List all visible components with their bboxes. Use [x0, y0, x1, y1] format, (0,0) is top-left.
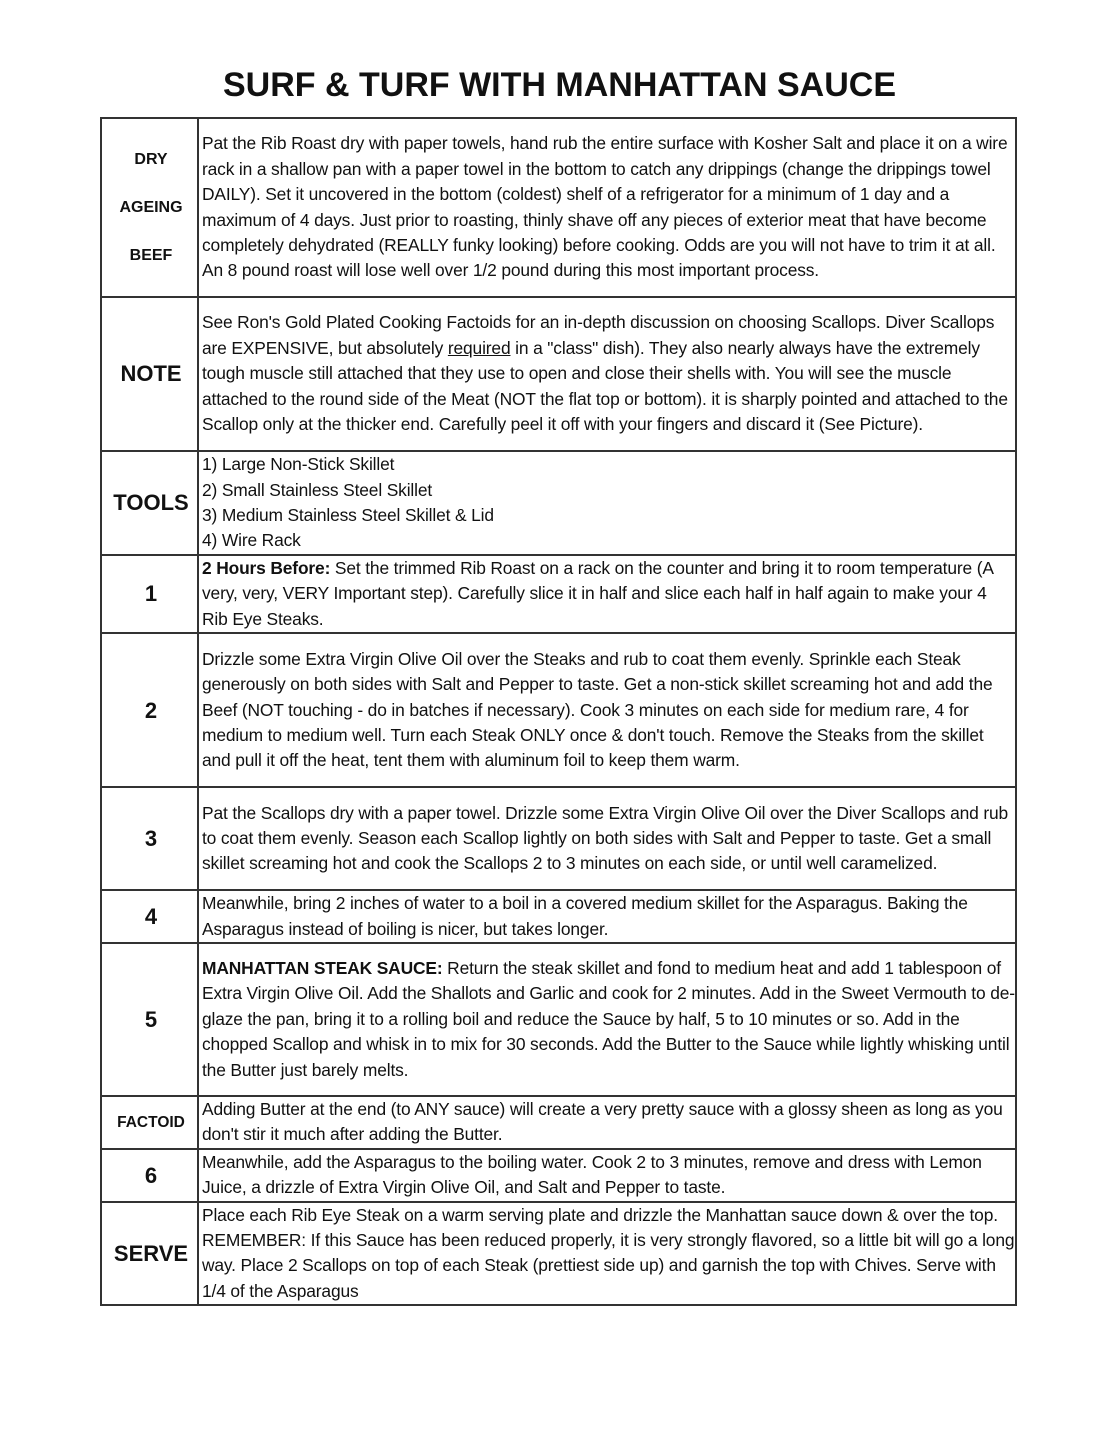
underlined-word: required: [447, 337, 511, 358]
tool-item: 1) Large Non-Stick Skillet: [202, 454, 395, 475]
row-text: Meanwhile, bring 2 inches of water to a boil in a covered medium skillet for the Asparagus. Baking the Asparagus instead of boiling is nicer, but takes longer.: [198, 890, 1016, 943]
row-serve: [101, 1202, 1016, 1306]
text-part: See Ron's Gold Plated Cooking Factoids for an in-depth discussion on choosing Scallops. Diver Scallops are EXPENSIVE, but absolutely: [202, 312, 995, 358]
row-label: TOOLS: [101, 451, 198, 555]
row-label: [101, 118, 198, 297]
row-text: Drizzle some Extra Virgin Olive Oil over the Steaks and rub to coat them evenly. Sprinkle each Steak generously on both sides with Salt and Pepper to taste. Get a non-stick skillet screaming hot and add the Beef (NOT touching - do in batches if necessary). Cook 3 minutes on each side for medium rare, 4 for medium to medium well. Turn each Steak ONLY once & don't touch. Remove the Steaks from the skillet and pull it off the heat, tent them with aluminum foil to keep them warm.: [198, 633, 1016, 787]
row-label: 1: [101, 555, 198, 633]
row-label: 5: [101, 943, 198, 1096]
row-text: [198, 555, 1016, 633]
label-line: AGEING: [119, 198, 183, 216]
row-step-2: [101, 633, 1016, 787]
row-label: 3: [101, 787, 198, 890]
row-step-4: [101, 890, 1016, 943]
step-lead: MANHATTAN STEAK SAUCE:: [202, 958, 443, 979]
step-lead: 2 Hours Before:: [202, 558, 331, 578]
tool-item: 4) Wire Rack: [202, 530, 301, 551]
tool-item: 3) Medium Stainless Steel Skillet & Lid: [202, 505, 494, 525]
row-text: Adding Butter at the end (to ANY sauce) will create a very pretty sauce with a glossy sheen as long as you don't stir it much after adding the Butter.: [198, 1096, 1016, 1149]
row-text: [198, 943, 1016, 1096]
label-line: DRY: [134, 150, 168, 168]
row-text: Pat the Scallops dry with a paper towel. Drizzle some Extra Virgin Olive Oil over the Diver Scallops and rub to coat them evenly. Season each Scallop lightly on both sides with Salt and Pepper to taste. Get a small skillet screaming hot and cook the Scallops 2 to 3 minutes on each side, or until well caramelized.: [198, 787, 1016, 890]
row-note: [101, 297, 1016, 451]
row-label: 4: [101, 890, 198, 943]
recipe-title: SURF & TURF WITH MANHATTAN SAUCE: [223, 66, 896, 104]
recipe-table: [100, 117, 1017, 1306]
row-label: SERVE: [101, 1202, 198, 1306]
row-step-3: [101, 787, 1016, 890]
row-step-1: [101, 555, 1016, 633]
row-text: Meanwhile, add the Asparagus to the boiling water. Cook 2 to 3 minutes, remove and dress with Lemon Juice, a drizzle of Extra Virgin Olive Oil, and Salt and Pepper to taste.: [198, 1149, 1016, 1202]
text-part: Return the steak skillet and fond to medium heat and add 1 tablespoon of Extra Virgin Olive Oil. Add the Shallots and Garlic and cook for 2 minutes. Add in the Sweet Vermouth to de-glaze the pan, bring it to a rolling boil and reduce the Sauce by half, 5 to 10 minutes or so. Add in the chopped Scallop and whisk in to mix for 30 seconds. Add the Butter to the Sauce while lightly whisking until the Butter just barely melts.: [202, 958, 1015, 1080]
row-dry-ageing: [101, 118, 1016, 297]
row-text: Place each Rib Eye Steak on a warm serving plate and drizzle the Manhattan sauce down & over the top. REMEMBER: If this Sauce has been reduced properly, it is very strongly flavored, so a little bit will go a long way. Place 2 Scallops on top of each Steak (prettiest side up) and garnish the top with Chives. Serve with 1/4 of the Asparagus: [198, 1202, 1016, 1306]
row-label: NOTE: [101, 297, 198, 451]
text-part: Set the trimmed Rib Roast on a rack on the counter and bring it to room temperature (A very, very, VERY Important step). Carefully slice it in half and slice each half in half again to make your 4 Rib Eye Steaks.: [202, 558, 993, 629]
row-label: 2: [101, 633, 198, 787]
row-label: FACTOID: [101, 1096, 198, 1149]
tool-item: 2) Small Stainless Steel Skillet: [202, 479, 433, 500]
row-factoid: [101, 1096, 1016, 1149]
label-line: BEEF: [129, 246, 173, 264]
tools-list: [198, 451, 1016, 555]
row-text: Pat the Rib Roast dry with paper towels, hand rub the entire surface with Kosher Salt and place it on a wire rack in a shallow pan with a paper towel in the bottom to catch any drippings (change the drippings towel DAILY). Set it uncovered in the bottom (coldest) shelf of a refrigerator for a minimum of 1 day and a maximum of 4 days. Just prior to roasting, thinly shave off any pieces of exterior meat that have become completely dehydrated (REALLY funky looking) before cooking. Odds are you will not have to trim it at all. An 8 pound roast will lose well over 1/2 pound during this most important process.: [198, 118, 1016, 297]
text-part: in a "class" dish). They also nearly always have the extremely tough muscle still attached that they use to open and close their shells with. You will see the muscle attached to the round side of the Meat (NOT the flat top or bottom). it is sharply pointed and attached to the Scallop only at the thicker end. Carefully peel it off with your fingers and discard it (See Picture).: [202, 337, 1008, 435]
row-tools: [101, 451, 1016, 555]
row-text: [198, 297, 1016, 451]
row-step-6: [101, 1149, 1016, 1202]
row-label: 6: [101, 1149, 198, 1202]
row-step-5: [101, 943, 1016, 1096]
